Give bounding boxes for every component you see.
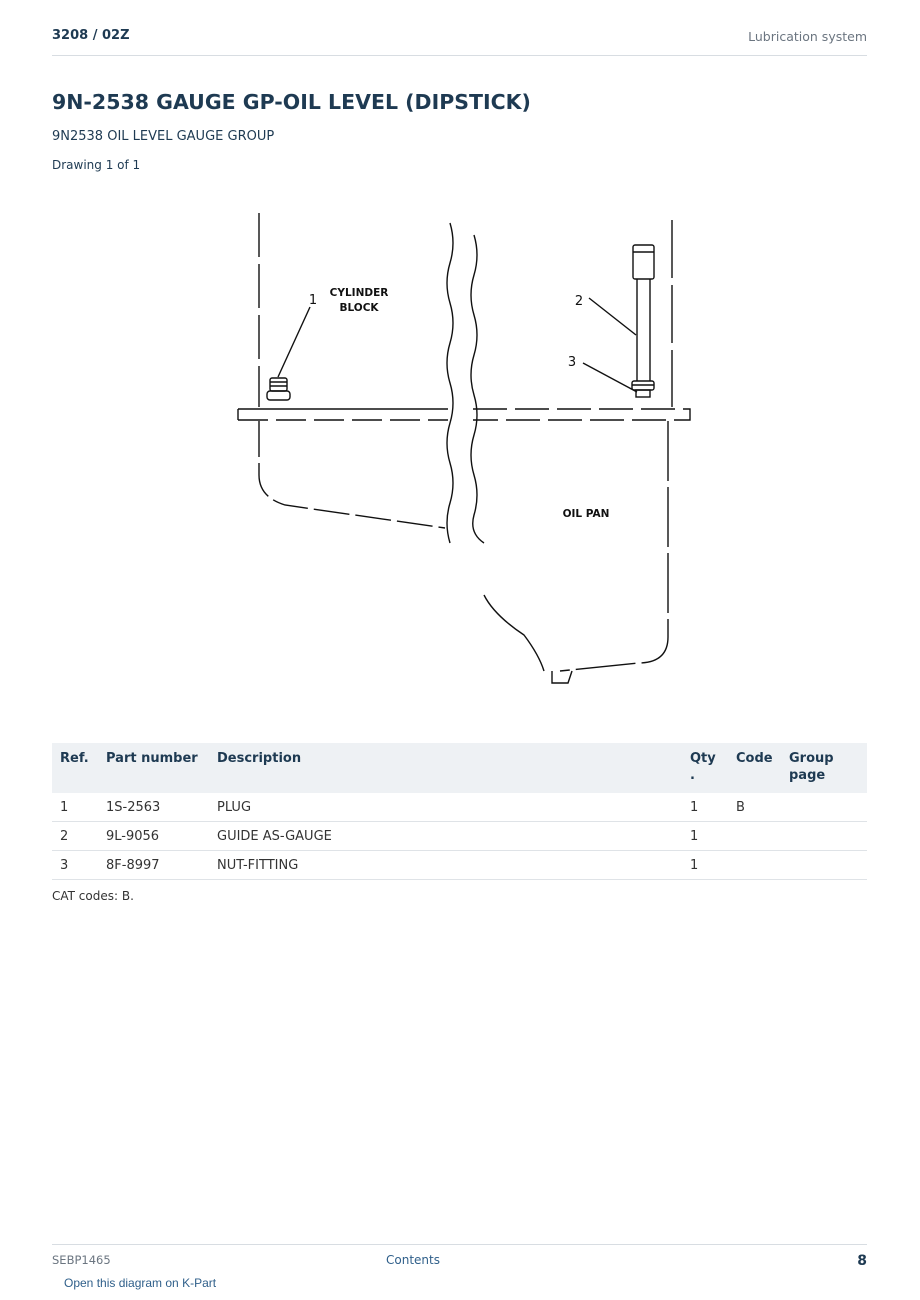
parts-diagram	[220, 195, 710, 705]
col-header-ref: Ref.	[52, 743, 98, 793]
drawing-count: Drawing 1 of 1	[52, 158, 141, 172]
cell-ref: 1	[52, 793, 98, 822]
callout-2: 2	[574, 294, 584, 309]
cell-qty: 1	[682, 793, 728, 822]
cell-group-page	[781, 822, 867, 851]
cell-code: B	[728, 793, 781, 822]
cell-part-number: 1S-2563	[98, 793, 209, 822]
parts-table	[52, 743, 867, 880]
contents-link[interactable]: Contents	[386, 1253, 440, 1267]
kpart-diagram-link[interactable]: Open this diagram on K-Part	[64, 1276, 217, 1290]
page-footer	[52, 1244, 867, 1275]
cell-description: NUT-FITTING	[209, 851, 682, 880]
cell-ref: 3	[52, 851, 98, 880]
callout-1: 1	[308, 293, 318, 308]
oil-pan-label: OIL PAN	[562, 508, 610, 520]
table-row	[52, 822, 867, 851]
cell-group-page	[781, 793, 867, 822]
table-header-row	[52, 743, 867, 793]
cell-part-number: 8F-8997	[98, 851, 209, 880]
callout-3: 3	[567, 355, 577, 370]
cylinder-block-label-line1: CYLINDER	[329, 287, 389, 299]
oil-level-gauge-drawing	[220, 195, 710, 705]
page-number: 8	[857, 1253, 867, 1269]
section-name: Lubrication system	[748, 29, 867, 44]
cell-description: PLUG	[209, 793, 682, 822]
col-header-qty: Qty .	[682, 743, 728, 793]
cell-part-number: 9L-9056	[98, 822, 209, 851]
cell-qty: 1	[682, 851, 728, 880]
cell-description: GUIDE AS-GAUGE	[209, 822, 682, 851]
cell-group-page	[781, 851, 867, 880]
page-title: 9N-2538 GAUGE GP-OIL LEVEL (DIPSTICK)	[52, 90, 531, 114]
cell-qty: 1	[682, 822, 728, 851]
model-code: 3208 / 02Z	[52, 28, 130, 43]
cell-code	[728, 822, 781, 851]
cylinder-block-label-line2: BLOCK	[339, 302, 379, 314]
cell-code	[728, 851, 781, 880]
document-number: SEBP1465	[52, 1253, 111, 1267]
col-header-description: Description	[209, 743, 682, 793]
col-header-group-page: Group page	[781, 743, 867, 793]
page-header	[52, 28, 867, 56]
cell-ref: 2	[52, 822, 98, 851]
table-row	[52, 851, 867, 880]
col-header-part-number: Part number	[98, 743, 209, 793]
page-subtitle: 9N2538 OIL LEVEL GAUGE GROUP	[52, 129, 275, 144]
col-header-code: Code	[728, 743, 781, 793]
cat-codes-note: CAT codes: B.	[52, 889, 134, 903]
table-row	[52, 793, 867, 822]
